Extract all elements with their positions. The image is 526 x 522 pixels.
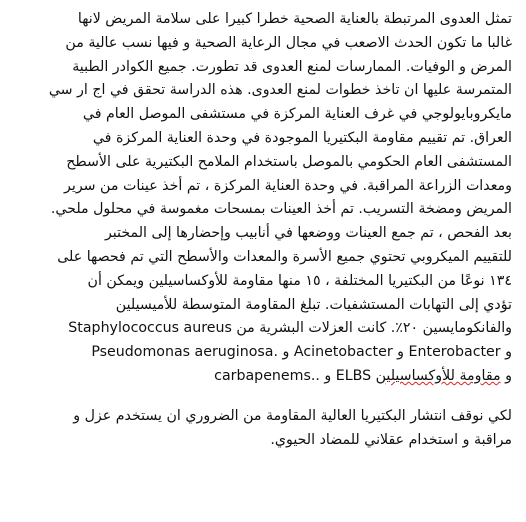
text-line: ومعدات الزراعة المراقبة. في وحدة العناية المركزة ، تم أخذ عينات من سرير <box>64 177 512 194</box>
text-fragment: و <box>392 344 409 361</box>
text-line: غالبا ما تكون الحدث الاصعب في مجال الرعاية الصحية و فيها نسب عالية من <box>65 34 512 51</box>
text-line: ١٣٤ نوعًا من البكتيريا المختلفة ، ١٥ منها مقاومة للأوكساسيلين ويمكن أن <box>87 272 512 289</box>
text-line <box>18 341 512 365</box>
bacteria-name: Enterobacter <box>408 344 501 361</box>
text-line: المريض ومضخة التسريب. تم أخذ العينات بمسحات مغموسة في محلول ملحي. <box>50 201 512 218</box>
text-line: المستشفى العام الحكومي بالموصل باستخدام الملامح البكتيرية على الأسطح <box>66 153 512 170</box>
paragraph-spacer <box>18 389 512 405</box>
text-line: لكي نوقف انتشار البكتيريا العالية المقاومة من الضروري ان يستخدم عزل و <box>73 407 512 424</box>
spellcheck-underlined-text: مقاومة للأوكساسيلين <box>375 367 501 384</box>
text-line: للتقييم الميكروبي تحتوي جميع الأسرة والمعدات والأسطح التي تم فحصها على <box>57 248 512 265</box>
text-fragment: و <box>500 344 512 361</box>
text-fragment: و <box>278 344 294 361</box>
bacteria-name: Staphylococcus aureus <box>68 320 232 337</box>
text-line: بعد الفحص ، تم جمع العينات ووضعها في أنابيب وإحضارها إلى المختبر <box>104 225 512 242</box>
bacteria-name: carbapenems.. <box>214 367 320 384</box>
text-fragment: و <box>500 367 512 384</box>
text-line: تؤدي إلى التهابات المستشفيات. تبلغ المقاومة المتوسطة للأميسيلين <box>115 296 512 313</box>
bacteria-name: ELBS <box>335 367 372 384</box>
text-fragment: و <box>319 367 336 384</box>
bacteria-name: Pseudomonas aeruginosa. <box>91 344 278 361</box>
text-fragment: والفانكومايسين ٢٠٪. كانت العزلات البشرية من <box>231 320 512 337</box>
text-line: مايكروبايولوجي في غرف العناية المركزة في مستشفى الموصل العام في <box>82 106 512 123</box>
text-line: العراق. تم تقييم مقاومة البكتيريا الموجودة في وحدة العناية المركزة في <box>92 129 512 146</box>
text-line <box>18 365 512 389</box>
text-line: المرض و الوفيات. الممارسات لمنع العدوى قد تطورت. جميع الكوادر الطبية <box>72 58 512 75</box>
abstract-paragraph <box>18 8 512 389</box>
text-line: المتمرسة عليها ان تاخذ خطوات لمنع العدوى. هذه الدراسة تحقق في اج ار سي <box>48 82 512 99</box>
text-line: تمثل العدوى المرتبطة بالعناية الصحية خطرا كبيرا على سلامة المريض لانها <box>77 11 512 27</box>
text-line <box>18 317 512 341</box>
bacteria-name: Acinetobacter <box>293 344 393 361</box>
text-line: مراقبة و استخدام عقلاني للمضاد الحيوي. <box>270 431 512 448</box>
conclusion-paragraph <box>18 405 512 453</box>
